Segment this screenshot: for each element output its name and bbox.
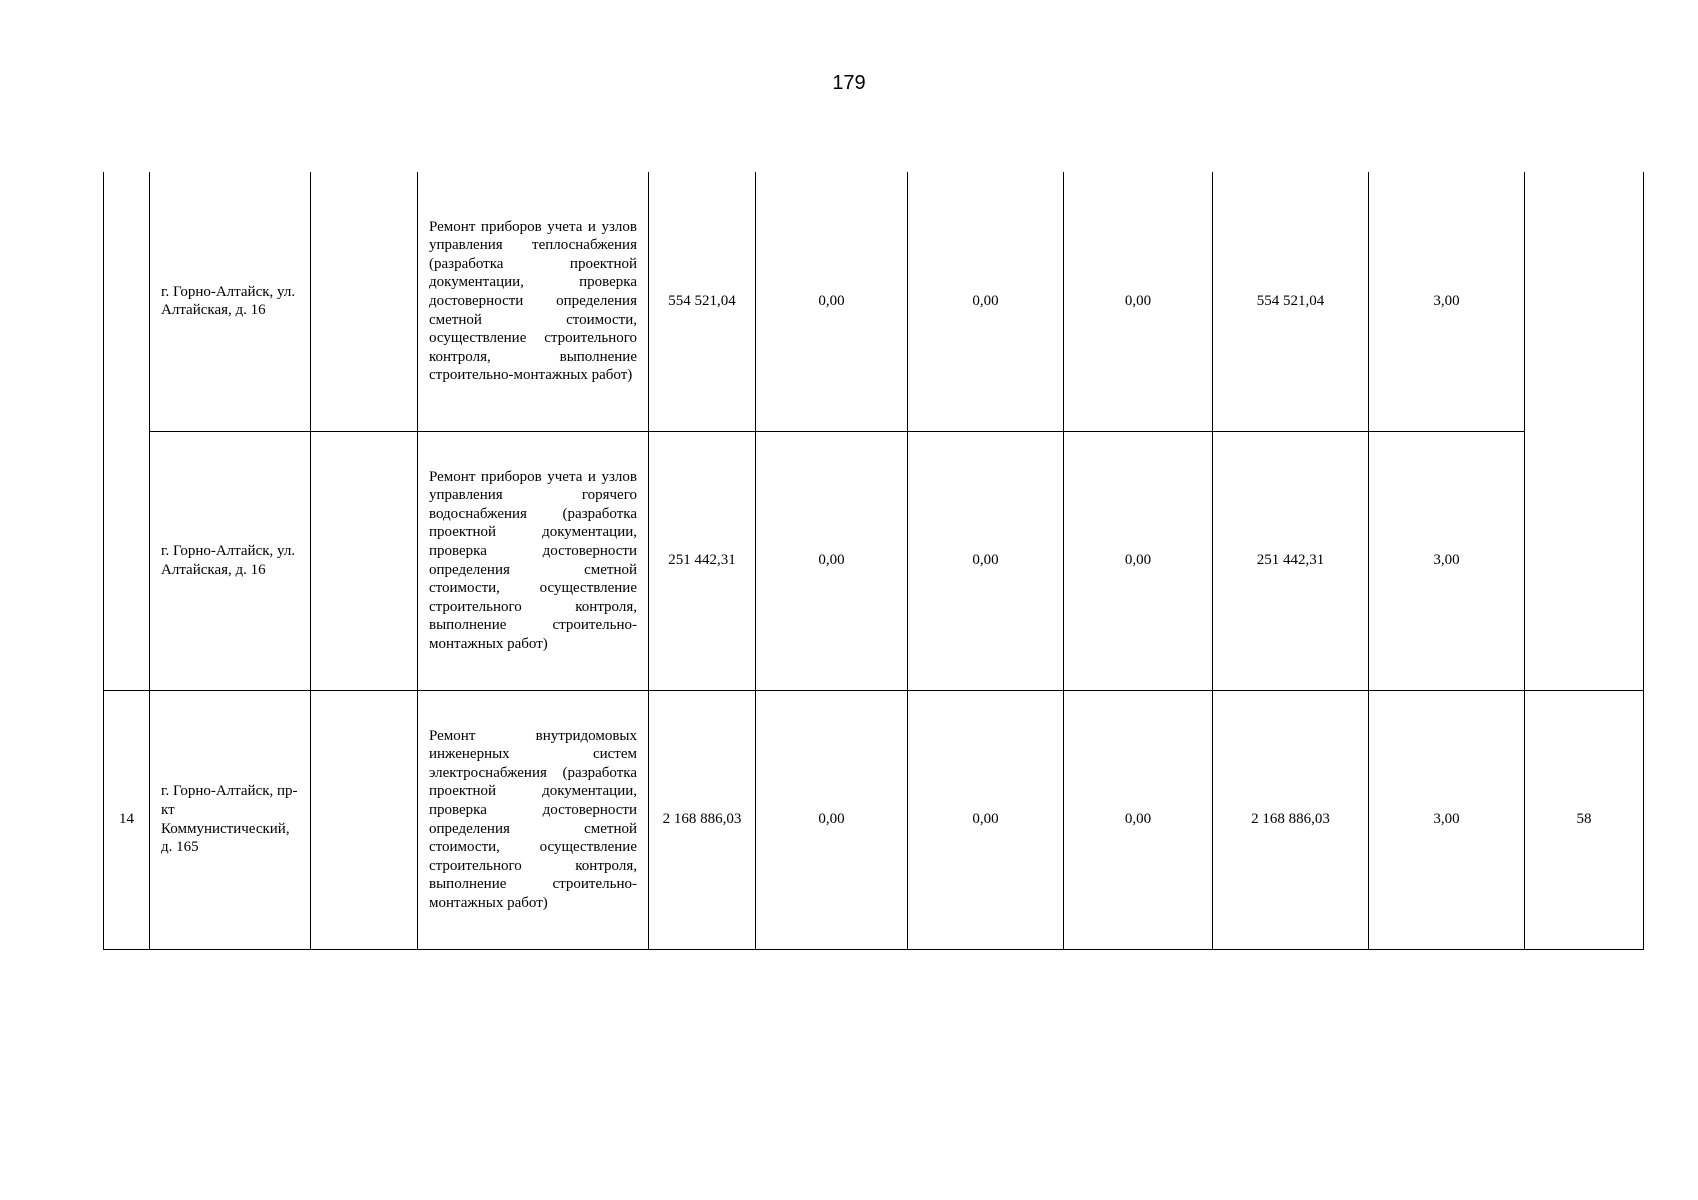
- work-description-cell: Ремонт приборов учета и узлов управления теплоснабжения (разработка проектной документации, проверка достоверности определения сметной стоимости, осуществление строительного контроля, выполнение строительно-монтажных работ): [418, 172, 649, 431]
- republic-budget-cell: 0,00: [908, 690, 1064, 949]
- republic-budget-cell: 0,00: [908, 172, 1064, 431]
- fund-cost-cell: 0,00: [756, 172, 908, 431]
- total-cost-cell: 554 521,04: [649, 172, 756, 431]
- table-row: [104, 172, 1644, 431]
- owners-funds-cell: 2 168 886,03: [1213, 690, 1369, 949]
- republic-budget-cell: 0,00: [908, 431, 1064, 690]
- total-cost-cell: 251 442,31: [649, 431, 756, 690]
- rate-cell: 3,00: [1369, 431, 1525, 690]
- owners-funds-cell: 554 521,04: [1213, 172, 1369, 431]
- local-budget-cell: 0,00: [1064, 172, 1213, 431]
- address-cell: г. Горно-Алтайск, ул. Алтайская, д. 16: [150, 172, 311, 431]
- work-description-cell: Ремонт приборов учета и узлов управления горячего водоснабжения (разработка проектной документации, проверка достоверности определения сметной стоимости, осуществление строительного контроля, выполнение строительно-монтажных работ): [418, 431, 649, 690]
- work-description-cell: Ремонт внутридомовых инженерных систем электроснабжения (разработка проектной документации, проверка достоверности определения сметной стоимости, осуществление строительного контроля, выполнение строительно-монтажных работ): [418, 690, 649, 949]
- rate-cell: 3,00: [1369, 172, 1525, 431]
- address-cell: г. Горно-Алтайск, пр-кт Коммунистический, д. 165: [150, 690, 311, 949]
- page-number: 179: [832, 72, 866, 94]
- local-budget-cell: 0,00: [1064, 690, 1213, 949]
- works-table: [103, 172, 1644, 950]
- local-budget-cell: 0,00: [1064, 431, 1213, 690]
- total-cost-cell: 2 168 886,03: [649, 690, 756, 949]
- empty-cell: [311, 690, 418, 949]
- rate-cell: 3,00: [1369, 690, 1525, 949]
- last-column-cell: [1525, 172, 1644, 690]
- table-row: [104, 431, 1644, 690]
- table-row: [104, 690, 1644, 949]
- empty-cell: [311, 172, 418, 431]
- row-index-cell: 14: [104, 690, 150, 949]
- row-index-cell: [104, 172, 150, 690]
- last-column-cell: 58: [1525, 690, 1644, 949]
- owners-funds-cell: 251 442,31: [1213, 431, 1369, 690]
- fund-cost-cell: 0,00: [756, 690, 908, 949]
- address-cell: г. Горно-Алтайск, ул. Алтайская, д. 16: [150, 431, 311, 690]
- empty-cell: [311, 431, 418, 690]
- fund-cost-cell: 0,00: [756, 431, 908, 690]
